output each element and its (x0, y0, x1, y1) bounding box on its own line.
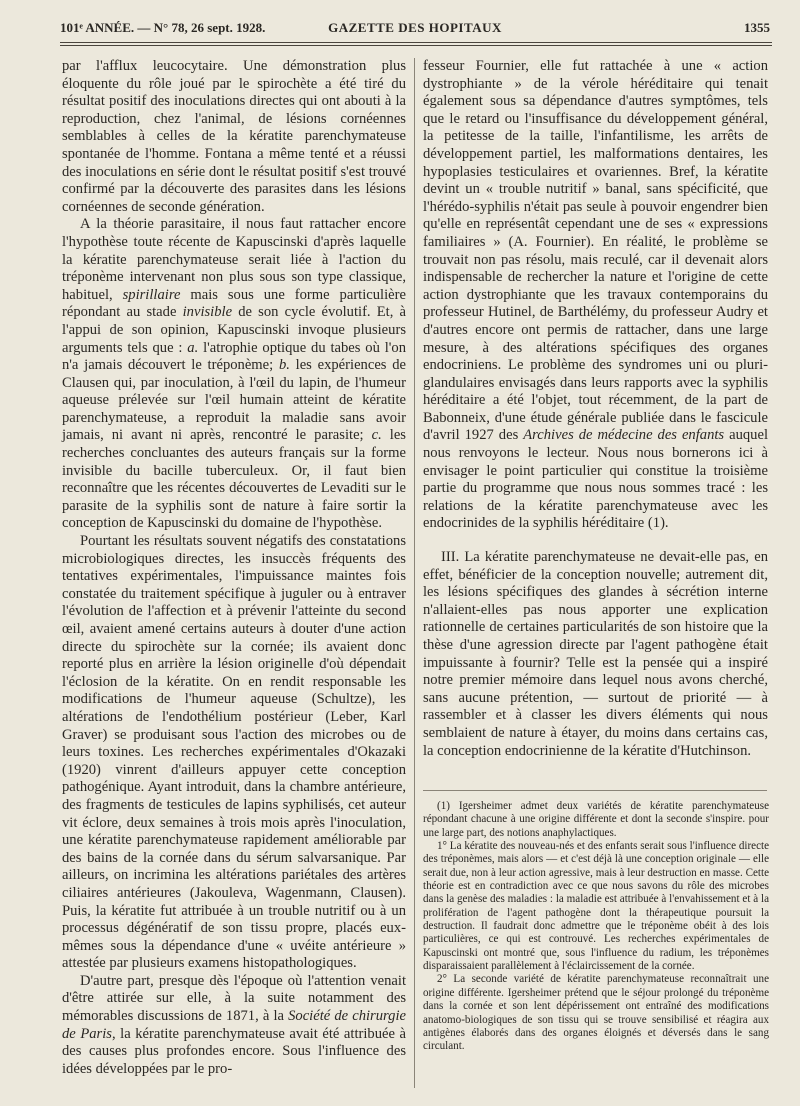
page-header (60, 20, 770, 38)
footnotes (423, 800, 769, 1054)
header-rule-top (60, 42, 772, 43)
footnote-rule (423, 790, 767, 791)
issue-info: 101ᵉ ANNÉE. — N° 78, 26 sept. 1928. (60, 20, 266, 35)
column-divider (414, 58, 415, 1088)
footnote: (1) Igersheimer admet deux variétés de kératite parenchymateuse répondant chacune à une origine différente et dont la seconde s'inspire. pour une large part, des notions anaphylactiques. (423, 800, 769, 839)
paragraph: fesseur Fournier, elle fut rattachée à une « action dystrophiante » de la vérole héréditaire qui tenait également sous sa dépendance d'autres symptômes, tels que le retard ou l'insuffisance du développement général, la petitesse de la taille, l'infantilisme, les arrêts de développement partiel, les malformations dentaires, les hypoplasies testiculaires et ovariennes. Bref, la kératite devint un « trouble nutritif » banal, sans spécificité, que l'hérédo-syphilis n'était pas seule à pouvoir engendrer bien qu'elle en représentât cependant une de ses « expressions familiaires » (A. Fournier). En réalité, le problème se trouvait non pas résolu, mais reculé, car il devenait alors indispensable de rechercher la nature et l'origine de cette action dystrophiante que les travaux contemporains du professeur Hutinel, de Barthélémy, du professeur Audry et d'autres encore ont permis de rattacher, dans une large mesure, à des altérations spécifiques des organes endocriniens. Le problème des syndromes uni ou pluri-glandulaires envisagés dans leurs rapports avec la syphilis héréditaire a été l'objet, tout récemment, de la part de Babonneix, d'une étude générale publiée dans le fascicule d'avril 1927 des Archives de médecine des enfants auquel nous renvoyons le lecteur. Nous nous bornerons ici à envisager le point particulier qui constitue la troisième partie du programme que nous nous sommes tracé : les relations de la kératite parenchymateuse avec les endocrinides de la syphilis héréditaire (1). (423, 58, 768, 532)
paragraph: A la théorie parasitaire, il nous faut rattacher encore l'hypothèse toute récente de Kapuscinski d'après laquelle la kératite parenchymateuse serait liée à l'action du tréponème intervenant non plus sous son type classique, habituel, spirillaire mais sous une forme particulière répondant au stade invisible de son cycle évolutif. Et, à l'appui de son opinion, Kapuscinski invoque plusieurs arguments tels que : a. l'atrophie optique du tabes où l'on n'a jamais découvert le tréponème; b. les expériences de Clausen qui, par inoculation, à l'œil du lapin, de l'humeur aqueuse prélevée sur l'œil humain atteint de kératite parenchymateuse, a reproduit la maladie sans avoir jamais, ni avant ni après, rencontré le parasite; c. les recherches concluantes des auteurs français sur la forme invisible du bacille tuberculeux. Or, il faut bien reconnaître que les récentes découvertes de Levaditi sur le parasite de la syphilis sont de nature à faire sortir la conception de Kapuscinski du domaine de l'hypothèse. (62, 216, 407, 532)
header-rule-bottom (60, 45, 772, 46)
paragraph: par l'afflux leucocytaire. Une démonstration plus éloquente du rôle joué par le spirochète a été tiré du résultat positif des inoculations directes qui ont abouti à la reproduction, chez l'animal, de lésions cornéennes semblables à celles de la kératite parenchymateuse spontanée de l'homme. Fontana a même tenté et a réussi des inoculations en série dont le résultat positif s'est trouvé confirmé par la découverte des parasites dans les lésions cornéennes de seconde génération. (62, 58, 406, 215)
paragraph: D'autre part, presque dès l'époque où l'attention venait d'être attirée sur elle, à la suite notamment des mémorables discussions de 1871, à la Société de chirurgie de Paris, la kératite parenchymateuse avait été attribuée à des causes plus profondes encore. Sous l'influence des idées développées par le pro- (62, 972, 406, 1077)
footnote: 2° La seconde variété de kératite parenchymateuse reconnaîtrait une origine différente. Igersheimer prétend que le séjour prolongé du tréponème dans la cornée et son lent dépérissement ont entraîné des modifications anatomo-biologiques de son tissu qui se trouve sensibilisé et réagira aux antigènes élaborés dans des organes éloignés et déversés dans le sang circulant. (423, 973, 769, 1053)
right-column (423, 58, 768, 760)
left-column (62, 58, 406, 1078)
page-number: 1355 (744, 20, 770, 35)
footnote: 1° La kératite des nouveau-nés et des enfants serait sous l'influence directe des tréponèmes, mais alors — et c'est déjà là une conception originale — elle serait due, non à leur action agressive, mais à leur destruction en masse. Cette théorie est en contradiction avec ce que nous savons du rôle des microbes dans la genèse des maladies : la maladie est attribuée à l'envahissement et à la prolifération de l'agent pathogène dont la thérapeutique poursuit la destruction. Il faudrait donc admettre que le tréponème obéit à des lois particulières, ce qui est controuvé. Les recherches expérimentales de Kapuscinski ont montré que, sous l'influence du radium, les tréponèmes disparaissaient parallèlement à l'éclaircissement de la cornée. (423, 840, 769, 973)
journal-title: GAZETTE DES HOPITAUX (328, 20, 502, 35)
paragraph: Pourtant les résultats souvent négatifs des constatations microbiologiques directes, les insuccès fréquents des tentatives expérimentales, l'impuissance maintes fois constatée du traitement spécifique à juguler ou à entraver l'évolution de l'affection et à prévenir l'atteinte du second œil, avaient amené certains auteurs à douter d'une action directe du spirochète sur la cornée; ils avaient donc reporté plus en arrière la lésion originelle d'où dépendait l'éclosion de la kératite. On en rendit responsable les modifications de l'humeur aqueuse (Schultze), les altérations de l'endothélium postérieur (Leber, Karl Graver) se produisant sous l'action des microbes ou de leurs toxines. Les recherches expérimentales d'Okazaki (1920) vinrent d'ailleurs appuyer cette conception pathogénique. Ayant introduit, dans la chambre antérieure, des fragments de testicules de lapins syphilisés, cet auteur vit éclore, deux semaines à trois mois après l'inoculation, une kératite parenchymateuse rapidement améliorable par des bains de la cornée dans du sérum salvarsanique. Par ailleurs, on incrimina les altérations pariétales des artères ciliaires antérieures (Jakouleva, Wagenmann, Clausen). Puis, la kératite fut attribuée à un trouble nutritif ou à un processus dégénératif de son tissu propre, placés eux-mêmes sous la dépendance d'une « uvéite antérieure » attestée par plusieurs examens histopathologiques. (62, 533, 406, 972)
section-paragraph: III. La kératite parenchymateuse ne devait-elle pas, en effet, bénéficier de la conception nouvelle; autrement dit, les lésions spécifiques des glandes à sécrétion interne n'allaient-elles pas nous apporter une explication rationnelle de certaines particularités de son histoire que la thèse d'une agression directe par l'agent pathogène était impuissante à fournir? Telle est la pensée qui a inspiré notre premier mémoire dans lequel nous avons cherché, sans aucune prétention, — surtout de priorité — à rassembler et à classer les divers éléments qui nous semblaient de nature à étayer, du moins dans certains cas, la conception endocrinienne de la kératite d'Hutchinson. (423, 549, 768, 759)
